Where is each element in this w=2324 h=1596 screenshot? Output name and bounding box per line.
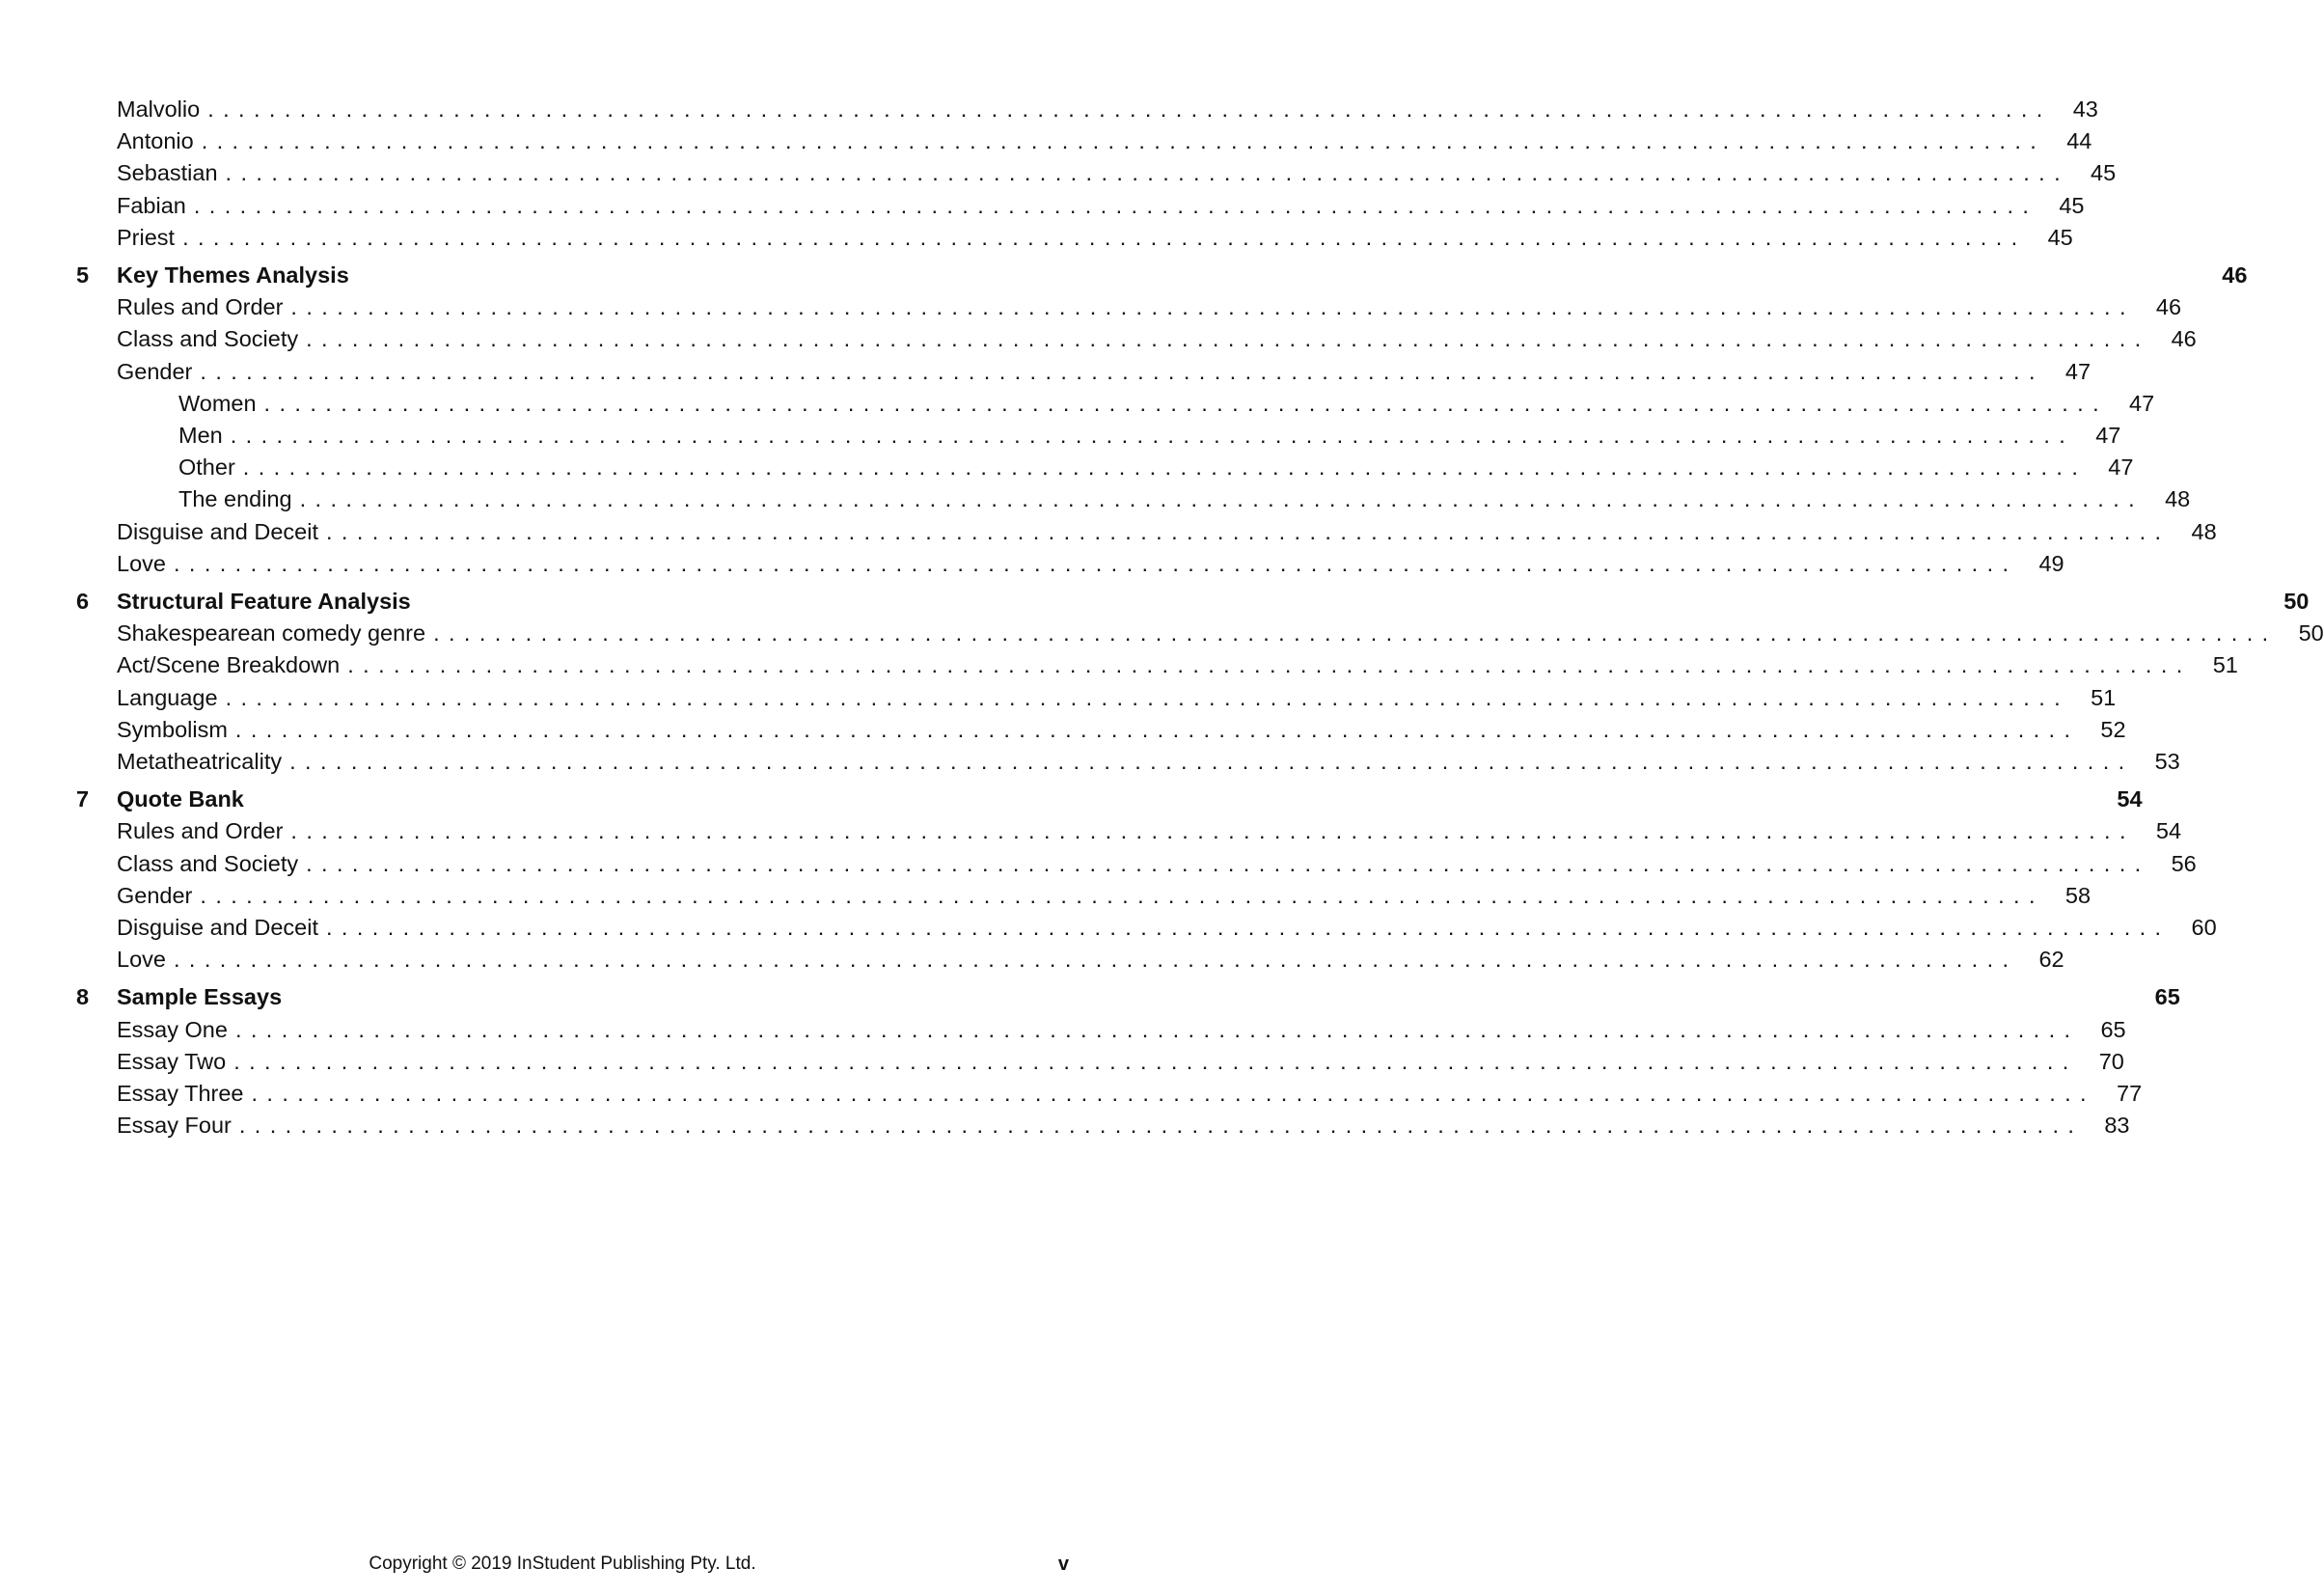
toc-dot-leader: ........................................................................................................................ [200, 358, 2044, 384]
toc-entry-title: Shakespearean comedy genre [117, 620, 426, 647]
toc-entry-line [117, 649, 2238, 680]
toc-page-number: 58 [2064, 882, 2092, 908]
toc-entry-title: Disguise and Deceit [117, 518, 318, 544]
toc-entry-title: Sebastian [117, 160, 218, 186]
toc-entry-line [117, 1046, 2124, 1077]
toc-entry-line [117, 356, 2092, 387]
toc-page-number: 52 [2100, 716, 2126, 742]
toc-entry-line [117, 222, 2073, 253]
toc-entry[interactable] [0, 714, 2126, 745]
toc-entry[interactable] [0, 125, 2092, 156]
toc-dot-leader: ........................................................................................................................ [251, 1081, 2095, 1106]
page-number: v [1057, 1554, 1069, 1575]
toc-chapter-number: 6 [76, 589, 90, 614]
toc-page-number: 53 [2154, 749, 2180, 774]
toc-entry-title: Men [178, 423, 223, 448]
toc-entry-line [117, 682, 2117, 713]
toc-entry[interactable] [0, 1014, 2126, 1045]
toc-entry-title: Antonio [117, 128, 194, 154]
toc-entry[interactable] [0, 848, 2197, 879]
toc-entry[interactable] [0, 618, 2324, 648]
toc-dot-leader: ........................................................................................................................ [433, 620, 2278, 647]
toc-page-number: 47 [2129, 390, 2155, 416]
toc-entry[interactable] [0, 746, 2180, 777]
toc-entry-line [117, 912, 2217, 943]
toc-entry-line [117, 516, 2217, 547]
toc-page-number: 44 [2066, 128, 2092, 154]
toc-entry[interactable] [0, 157, 2117, 188]
toc-entry-title: Gender [117, 358, 193, 384]
toc-entry[interactable] [0, 356, 2092, 387]
toc-dot-leader: ........................................................................................................................ [290, 294, 2135, 320]
toc-entry-line [117, 746, 2180, 777]
toc-page-number: 77 [2117, 1081, 2143, 1106]
toc-chapter-number: 7 [76, 786, 90, 812]
toc-entry[interactable] [0, 516, 2217, 547]
toc-entry-title: Other [178, 454, 235, 481]
toc-dot-leader: ........................................................................................................................ [326, 915, 2171, 940]
toc-page-number: 51 [2091, 684, 2117, 710]
toc-dot-leader: ........................................................................................................................ [234, 716, 2080, 742]
toc-dot-leader: ........................................................................................................................ [290, 818, 2135, 844]
toc-dot-leader: ........................................................................................................................ [233, 1048, 2078, 1074]
toc-entry-line [117, 125, 2092, 156]
toc-entry-title: Essay One [117, 1016, 228, 1042]
toc-dot-leader: ........................................................................................................................ [201, 128, 2046, 154]
toc-chapter-number: 8 [76, 984, 90, 1010]
toc-page-number: 54 [2155, 818, 2182, 844]
toc-page-number: 43 [2072, 96, 2098, 122]
toc-dot-leader: ........................................................................................................................ [242, 454, 2088, 481]
toc-chapter-heading[interactable] [0, 784, 2143, 814]
toc-entry[interactable] [0, 1046, 2124, 1077]
toc-page-number: 56 [2171, 850, 2197, 876]
toc-entry[interactable] [0, 420, 2121, 451]
toc-entry[interactable] [0, 815, 2182, 846]
toc-entry-line [117, 714, 2126, 745]
toc-entry[interactable] [0, 291, 2182, 322]
toc-page-number: 45 [2047, 224, 2073, 250]
toc-entry-line [117, 981, 2180, 1012]
toc-page-number: 47 [2108, 454, 2134, 481]
toc-entry-title: Language [117, 684, 218, 710]
toc-page-number: 70 [2098, 1048, 2124, 1074]
toc-page-number: 47 [2095, 423, 2121, 448]
toc-entry-line [178, 452, 2134, 482]
toc-entry-title: Sample Essays [117, 984, 283, 1010]
toc-entry-title: Essay Two [117, 1048, 227, 1074]
toc-entry-title: Love [117, 947, 166, 973]
toc-chapter-heading[interactable] [0, 981, 2180, 1012]
toc-entry-line [117, 323, 2197, 354]
toc-dot-leader: ........................................................................................................................ [207, 96, 2052, 122]
toc-entry-line [117, 815, 2182, 846]
toc-entry-title: Women [178, 390, 257, 416]
toc-entry-title: Love [117, 550, 166, 576]
toc-page-number: 48 [2191, 518, 2217, 544]
toc-entry[interactable] [0, 483, 2191, 514]
toc-dot-leader: ........................................................................................................................ [347, 652, 2192, 678]
toc-entry-line [117, 944, 2064, 975]
toc-entry-title: Quote Bank [117, 786, 244, 812]
toc-dot-leader: ........................................................................................................................ [230, 423, 2075, 448]
toc-entry-line [117, 157, 2117, 188]
toc-entry-title: Metatheatricality [117, 749, 283, 774]
toc-entry-title: The ending [178, 486, 292, 512]
toc-entry-title: Fabian [117, 192, 186, 218]
toc-page-number: 62 [2038, 947, 2064, 973]
toc-page-number: 54 [2117, 786, 2143, 812]
toc-page-number: 50 [2298, 620, 2324, 647]
toc-dot-leader: ........................................................................................................................ [182, 224, 2027, 250]
toc-entry-line [117, 784, 2143, 814]
toc-entry-title: Malvolio [117, 96, 201, 122]
toc-entry-line [117, 190, 2085, 221]
toc-page-number: 45 [2059, 192, 2085, 218]
toc-entry-title: Priest [117, 224, 176, 250]
page-footer [0, 1550, 1125, 1579]
toc-entry-line [117, 848, 2197, 879]
toc-dot-leader: ........................................................................................................................ [225, 160, 2070, 186]
toc-dot-leader: ........................................................................................................................ [289, 749, 2134, 774]
toc-entry[interactable] [0, 912, 2217, 943]
toc-entry-title: Class and Society [117, 326, 299, 352]
toc-dot-leader: ........................................................................................................................ [238, 1113, 2084, 1139]
toc-entry-line [117, 291, 2182, 322]
toc-entry-line [117, 94, 2098, 124]
toc-page-number: 51 [2212, 652, 2238, 678]
toc-chapter-number: 5 [76, 262, 90, 288]
toc-chapter-heading[interactable] [0, 260, 2248, 290]
toc-dot-leader: ........................................................................................................................ [234, 1016, 2080, 1042]
toc-entry[interactable] [0, 548, 2064, 579]
toc-entry[interactable] [0, 323, 2197, 354]
toc-entry-title: Key Themes Analysis [117, 262, 349, 288]
toc-entry-title: Essay Four [117, 1113, 232, 1139]
toc-entry[interactable] [0, 388, 2155, 419]
toc-entry-line [117, 1014, 2126, 1045]
toc-entry-line [117, 260, 2248, 290]
toc-entry-line [178, 388, 2155, 419]
toc-entry[interactable] [0, 682, 2117, 713]
toc-entry[interactable] [0, 1078, 2143, 1109]
toc-dot-leader: ........................................................................................................................ [263, 390, 2109, 416]
toc-page-number: 60 [2191, 915, 2217, 940]
toc-page-number: 83 [2104, 1113, 2130, 1139]
toc-entry-title: Rules and Order [117, 294, 284, 320]
toc-entry[interactable] [0, 1110, 2130, 1141]
toc-entry-title: Symbolism [117, 716, 228, 742]
toc-entry-title: Gender [117, 882, 193, 908]
toc-page-number: 50 [2283, 589, 2310, 614]
toc-chapter-heading[interactable] [0, 586, 2310, 617]
toc-entry[interactable] [0, 944, 2064, 975]
toc-entry-line [117, 1078, 2143, 1109]
toc-entry[interactable] [0, 222, 2073, 253]
toc-entry-line [117, 880, 2092, 911]
toc-page-number: 49 [2038, 550, 2064, 576]
toc-entry-line [117, 586, 2310, 617]
toc-entry-line [117, 1110, 2130, 1141]
toc-dot-leader: ........................................................................................................................ [225, 684, 2070, 710]
toc-entry[interactable] [0, 190, 2085, 221]
toc-page-number: 65 [2154, 984, 2180, 1010]
toc-entry-line [178, 420, 2121, 451]
toc-entry[interactable] [0, 452, 2134, 482]
toc-dot-leader: ........................................................................................................................ [306, 850, 2150, 876]
toc-entry-title: Class and Society [117, 850, 299, 876]
toc-entry-title: Disguise and Deceit [117, 915, 318, 940]
toc-dot-leader: ........................................................................................................................ [200, 882, 2044, 908]
toc-dot-leader: ........................................................................................................................ [306, 326, 2150, 352]
toc-page-number: 46 [2222, 262, 2248, 288]
copyright-notice: Copyright © 2019 InStudent Publishing Pty. Ltd. [369, 1554, 756, 1574]
toc-page-number: 48 [2165, 486, 2191, 512]
toc-dot-leader: ........................................................................................................................ [173, 947, 2018, 973]
toc-dot-leader: ........................................................................................................................ [326, 518, 2171, 544]
toc-entry-title: Essay Three [117, 1081, 244, 1106]
toc-entry-line [178, 483, 2191, 514]
toc-dot-leader: ........................................................................................................................ [299, 486, 2145, 512]
toc-page-number: 46 [2155, 294, 2182, 320]
toc-entry-title: Rules and Order [117, 818, 284, 844]
toc-page-number: 47 [2064, 358, 2092, 384]
toc-entry-title: Structural Feature Analysis [117, 589, 411, 614]
toc-entry-title: Act/Scene Breakdown [117, 652, 341, 678]
toc-page-number: 45 [2091, 160, 2117, 186]
toc-dot-leader: ........................................................................................................................ [193, 192, 2038, 218]
toc-dot-leader: ........................................................................................................................ [173, 550, 2018, 576]
toc-entry-line [117, 548, 2064, 579]
toc-entry[interactable] [0, 94, 2098, 124]
toc-entry[interactable] [0, 880, 2092, 911]
toc-page-number: 65 [2100, 1016, 2126, 1042]
toc-entry-line [117, 618, 2324, 648]
toc-entry[interactable] [0, 649, 2238, 680]
toc-page-number: 46 [2171, 326, 2197, 352]
